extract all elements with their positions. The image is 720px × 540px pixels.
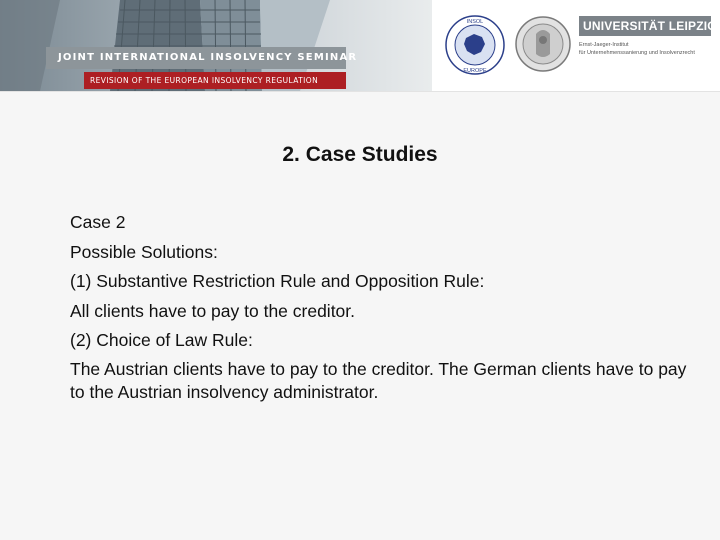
seminar-title: JOINT INTERNATIONAL INSOLVENCY SEMINAR [46, 47, 346, 69]
body-paragraph: (1) Substantive Restriction Rule and Opposition Rule: [70, 271, 485, 291]
body-paragraph: All clients have to pay to the creditor. [70, 300, 356, 321]
header-banner [0, 0, 720, 92]
institute-line: für Unternehmenssanierung und Insolvenzrecht [579, 50, 695, 56]
university-seal [514, 14, 572, 74]
insol-europe-logo [444, 14, 506, 76]
body-paragraph: Possible Solutions: [70, 241, 218, 262]
svg-text:INSOL: INSOL [466, 19, 484, 25]
university-name: UNIVERSITÄT LEIPZIG [583, 19, 717, 33]
university-logo [579, 16, 717, 57]
svg-text:EUROPE: EUROPE [463, 68, 487, 74]
slide-title: 2. Case Studies [282, 143, 438, 166]
university-logo-box [579, 16, 717, 36]
slide-body [70, 208, 690, 404]
body-paragraph: Case 2 [70, 212, 126, 232]
institute-name [579, 41, 714, 57]
body-paragraph: (2) Choice of Law Rule: [70, 330, 253, 350]
seminar-banner [0, 0, 432, 91]
institute-line: Ernst-Jaeger-Institut [579, 42, 629, 48]
seminar-subtitle: REVISION OF THE EUROPEAN INSOLVENCY REGULATION [84, 72, 346, 89]
body-paragraph: The Austrian clients have to pay to the creditor. The German clients have to pay to the Austrian insolvency administrator. [70, 358, 687, 402]
